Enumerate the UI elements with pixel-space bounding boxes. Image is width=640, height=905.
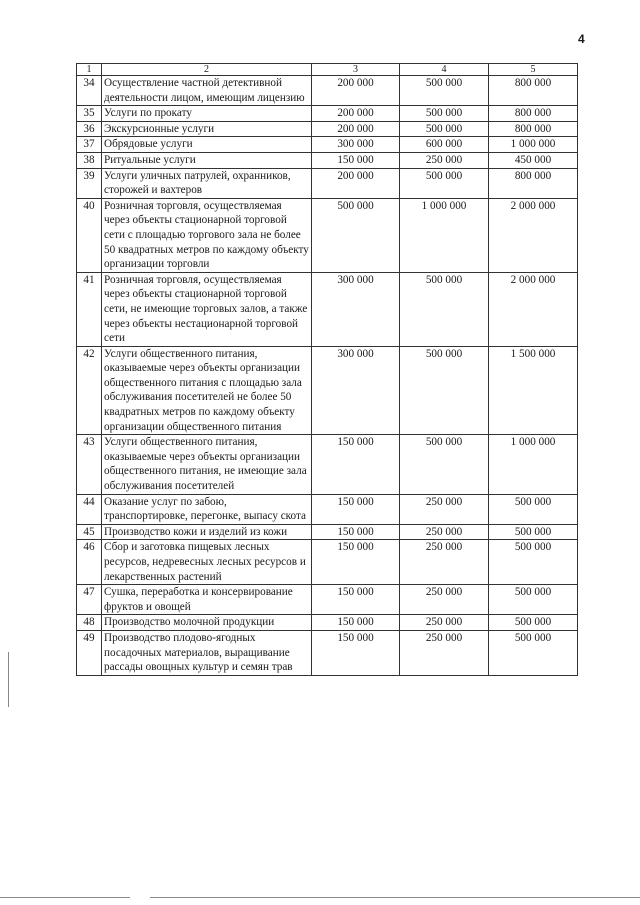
activity-name: Услуги уличных патрулей, охранников, сторожей и вахтеров xyxy=(102,168,312,198)
value-column-5: 1 000 000 xyxy=(489,435,578,494)
value-column-5: 500 000 xyxy=(489,630,578,675)
row-number: 37 xyxy=(77,137,102,153)
row-number: 39 xyxy=(77,168,102,198)
value-column-5: 500 000 xyxy=(489,494,578,524)
activity-name: Ритуальные услуги xyxy=(102,152,312,168)
value-column-3: 150 000 xyxy=(312,152,400,168)
value-column-5: 500 000 xyxy=(489,615,578,631)
activity-name: Обрядовые услуги xyxy=(102,137,312,153)
value-column-3: 300 000 xyxy=(312,272,400,346)
row-number: 46 xyxy=(77,540,102,585)
table-row xyxy=(77,435,578,494)
row-number: 40 xyxy=(77,198,102,272)
activity-name: Услуги по прокату xyxy=(102,106,312,122)
table-row xyxy=(77,137,578,153)
activity-name: Экскурсионные услуги xyxy=(102,121,312,137)
value-column-5: 450 000 xyxy=(489,152,578,168)
table-row xyxy=(77,615,578,631)
table-row xyxy=(77,540,578,585)
value-column-3: 150 000 xyxy=(312,615,400,631)
scan-line-bottom-right xyxy=(150,897,640,898)
page-number: 4 xyxy=(578,32,585,46)
value-column-3: 150 000 xyxy=(312,435,400,494)
value-column-4: 500 000 xyxy=(400,76,489,106)
value-column-3: 200 000 xyxy=(312,76,400,106)
table-row xyxy=(77,524,578,540)
value-column-3: 300 000 xyxy=(312,137,400,153)
value-column-3: 200 000 xyxy=(312,121,400,137)
activity-name: Производство кожи и изделий из кожи xyxy=(102,524,312,540)
column-header-1: 1 xyxy=(77,64,102,76)
row-number: 45 xyxy=(77,524,102,540)
value-column-3: 150 000 xyxy=(312,494,400,524)
activity-name: Оказание услуг по забою, транспортировке, перегонке, выпасу скота xyxy=(102,494,312,524)
value-column-5: 500 000 xyxy=(489,524,578,540)
activity-name: Производство плодово-ягодных посадочных материалов, выращивание рассады овощных культур и семян трав xyxy=(102,630,312,675)
value-column-4: 500 000 xyxy=(400,435,489,494)
table-row xyxy=(77,272,578,346)
value-column-4: 250 000 xyxy=(400,152,489,168)
row-number: 41 xyxy=(77,272,102,346)
value-column-5: 1 500 000 xyxy=(489,346,578,435)
activity-name: Услуги общественного питания, оказываемые через объекты организации общественного питания с площадью зала обслуживания посетителей не более 50 квадратных метров по каждому объекту организации общественного питания xyxy=(102,346,312,435)
value-column-5: 2 000 000 xyxy=(489,198,578,272)
value-column-4: 500 000 xyxy=(400,168,489,198)
value-column-5: 500 000 xyxy=(489,540,578,585)
value-column-5: 2 000 000 xyxy=(489,272,578,346)
table-row xyxy=(77,76,578,106)
value-column-3: 200 000 xyxy=(312,106,400,122)
table-row xyxy=(77,198,578,272)
tariff-table xyxy=(76,63,578,676)
value-column-3: 150 000 xyxy=(312,540,400,585)
value-column-3: 150 000 xyxy=(312,630,400,675)
header-row xyxy=(77,64,578,76)
activity-name: Осуществление частной детективной деятельности лицом, имеющим лицензию xyxy=(102,76,312,106)
row-number: 34 xyxy=(77,76,102,106)
value-column-4: 250 000 xyxy=(400,585,489,615)
value-column-5: 800 000 xyxy=(489,121,578,137)
value-column-5: 800 000 xyxy=(489,106,578,122)
activity-name: Розничная торговля, осуществляемая через объекты стационарной торговой сети с площадью торгового зала не более 50 квадратных метров по каждому объекту организации торговли xyxy=(102,198,312,272)
table-row xyxy=(77,168,578,198)
row-number: 43 xyxy=(77,435,102,494)
row-number: 38 xyxy=(77,152,102,168)
activity-name: Сушка, переработка и консервирование фруктов и овощей xyxy=(102,585,312,615)
activity-name: Розничная торговля, осуществляемая через объекты стационарной торговой сети, не имеющие торговых залов, а также через объекты нестационарной торговой сети xyxy=(102,272,312,346)
row-number: 49 xyxy=(77,630,102,675)
row-number: 47 xyxy=(77,585,102,615)
column-header-3: 3 xyxy=(312,64,400,76)
row-number: 44 xyxy=(77,494,102,524)
row-number: 36 xyxy=(77,121,102,137)
row-number: 42 xyxy=(77,346,102,435)
value-column-4: 500 000 xyxy=(400,346,489,435)
value-column-4: 250 000 xyxy=(400,540,489,585)
value-column-3: 500 000 xyxy=(312,198,400,272)
table-row xyxy=(77,106,578,122)
column-header-2: 2 xyxy=(102,64,312,76)
table-row xyxy=(77,152,578,168)
table-row xyxy=(77,494,578,524)
value-column-4: 250 000 xyxy=(400,524,489,540)
table-row xyxy=(77,630,578,675)
value-column-3: 150 000 xyxy=(312,524,400,540)
value-column-4: 500 000 xyxy=(400,106,489,122)
column-header-5: 5 xyxy=(489,64,578,76)
value-column-4: 600 000 xyxy=(400,137,489,153)
scan-line-bottom-left xyxy=(0,897,130,898)
value-column-3: 150 000 xyxy=(312,585,400,615)
value-column-4: 500 000 xyxy=(400,272,489,346)
value-column-5: 500 000 xyxy=(489,585,578,615)
activity-name: Сбор и заготовка пищевых лесных ресурсов, недревесных лесных ресурсов и лекарственных растений xyxy=(102,540,312,585)
value-column-4: 250 000 xyxy=(400,494,489,524)
table-row xyxy=(77,346,578,435)
table-row xyxy=(77,585,578,615)
column-header-4: 4 xyxy=(400,64,489,76)
value-column-5: 800 000 xyxy=(489,168,578,198)
value-column-5: 1 000 000 xyxy=(489,137,578,153)
value-column-4: 250 000 xyxy=(400,615,489,631)
row-number: 48 xyxy=(77,615,102,631)
row-number: 35 xyxy=(77,106,102,122)
activity-name: Производство молочной продукции xyxy=(102,615,312,631)
value-column-3: 200 000 xyxy=(312,168,400,198)
value-column-3: 300 000 xyxy=(312,346,400,435)
scan-line-left xyxy=(8,652,9,707)
activity-name: Услуги общественного питания, оказываемые через объекты организации общественного питания, не имеющие зала обслуживания посетителей xyxy=(102,435,312,494)
value-column-5: 800 000 xyxy=(489,76,578,106)
table-row xyxy=(77,121,578,137)
value-column-4: 1 000 000 xyxy=(400,198,489,272)
value-column-4: 500 000 xyxy=(400,121,489,137)
value-column-4: 250 000 xyxy=(400,630,489,675)
